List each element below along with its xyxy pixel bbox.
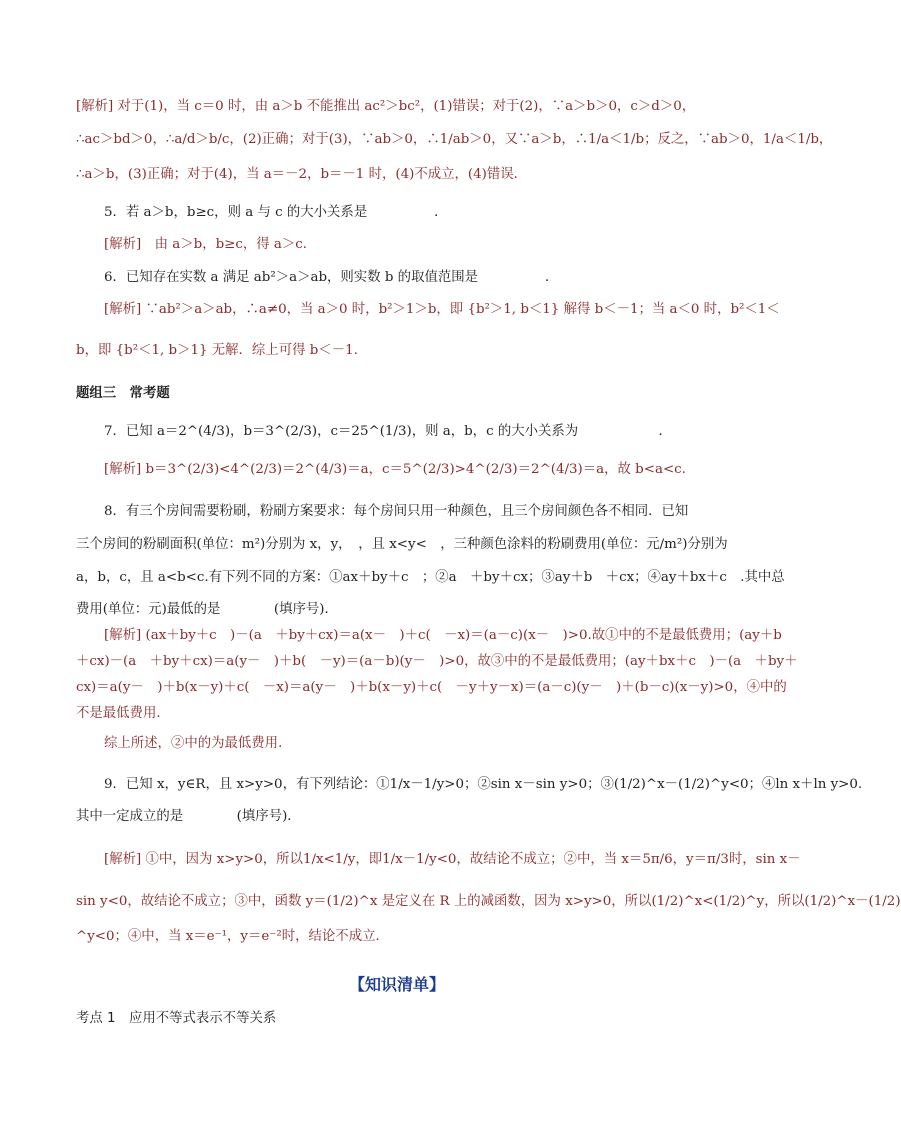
text-line: 综上所述，②中的为最低费用． — [104, 736, 292, 751]
text-line: 其中一定成立的是 (填序号)． — [76, 809, 301, 824]
section-heading: 题组三 常考题 — [76, 386, 170, 401]
text-line: ∴a＞b，(3)正确；对于(4)，当 a＝－2，b＝－1 时，(4)不成立，(4)错误． — [76, 167, 528, 182]
text-line: [解析] (ax＋by＋c )－(a ＋by＋cx)＝a(x－ )＋c( －x)＝(a－c)(x－ )>0.故①中的不是最低费用；(ay＋b — [104, 628, 782, 643]
text-line: 三个房间的粉刷面积(单位：m²)分别为 x，y， ，且 x<y< ，三种颜色涂料的粉刷费用(单位：元/m²)分别为 — [76, 537, 728, 552]
text-line: [解析] ∵ab²＞a＞ab，∴a≠0，当 a＞0 时，b²＞1＞b，即 {b²＞1, b＜1} 解得 b＜－1；当 a＜0 时，b²＜1＜ — [104, 302, 780, 317]
text-line: 6．已知存在实数 a 满足 ab²＞a＞ab，则实数 b 的取值范围是 ． — [104, 270, 559, 285]
text-line: 费用(单位：元)最低的是 (填序号)． — [76, 602, 338, 617]
text-line: cx)＝a(y－ )＋b(x－y)＋c( －x)＝a(y－ )＋b(x－y)＋c( －y＋y－x)＝(a－c)(y－ )＋(b－c)(x－y)>0，④中的 — [76, 680, 787, 695]
text-line: 9．已知 x，y∈R，且 x>y>0，有下列结论：①1/x－1/y>0；②sin x－sin y>0；③(1/2)^x－(1/2)^y<0；④ln x＋ln y>0. — [104, 777, 863, 792]
text-line: 7．已知 a＝2^(4/3)，b＝3^(2/3)，c＝25^(1/3)，则 a，b，c 的大小关系为 ． — [104, 424, 672, 439]
kaodian-heading: 考点 1 应用不等式表示不等关系 — [76, 1011, 277, 1026]
text-line: [解析] 对于(1)，当 c＝0 时，由 a＞b 不能推出 ac²＞bc²，(1)错误；对于(2)，∵a＞b＞0，c＞d＞0， — [76, 99, 696, 114]
text-line: b，即 {b²＜1, b＞1} 无解．综上可得 b＜－1. — [76, 343, 358, 358]
text-line: sin y<0，故结论不成立；③中，函数 y＝(1/2)^x 是定义在 R 上的减函数，因为 x>y>0，所以(1/2)^x<(1/2)^y，所以(1/2)^x－(1/2) — [76, 894, 901, 909]
text-line: 不是最低费用． — [76, 706, 170, 721]
text-line: a，b，c，且 a<b<c.有下列不同的方案：①ax＋by＋c ；②a ＋by＋cx；③ay＋b ＋cx；④ay＋bx＋c .其中总 — [76, 570, 785, 585]
text-line: 8．有三个房间需要粉刷，粉刷方案要求：每个房间只用一种颜色，且三个房间颜色各不相同．已知 — [104, 504, 689, 519]
text-line: [解析] ①中，因为 x>y>0，所以1/x<1/y，即1/x－1/y<0，故结论不成立；②中，当 x＝5π/6，y＝π/3时，sin x－ — [104, 852, 801, 867]
text-line: [解析] b＝3^(2/3)<4^(2/3)＝2^(4/3)＝a，c＝5^(2/3)>4^(2/3)＝2^(4/3)＝a，故 b<a<c. — [104, 462, 686, 477]
text-line: ＋cx)－(a ＋by＋cx)＝a(y－ )＋b( －y)＝(a－b)(y－ )>0，故③中的不是最低费用；(ay＋bx＋c )－(a ＋by＋ — [76, 654, 798, 669]
text-line: ∴ac＞bd＞0，∴a/d＞b/c，(2)正确；对于(3)，∵ab＞0，∴1/ab＞0，又∵a＞b，∴1/a＜1/b；反之，∵ab＞0，1/a＜1/b， — [76, 132, 833, 147]
text-line: ^y<0；④中，当 x＝e⁻¹，y＝e⁻²时，结论不成立． — [76, 929, 389, 944]
section-title: 【知识清单】 — [348, 975, 445, 994]
text-line: 5．若 a＞b，b≥c，则 a 与 c 的大小关系是 ． — [104, 205, 448, 220]
text-line: [解析] 由 a＞b，b≥c，得 a＞c． — [104, 237, 317, 252]
